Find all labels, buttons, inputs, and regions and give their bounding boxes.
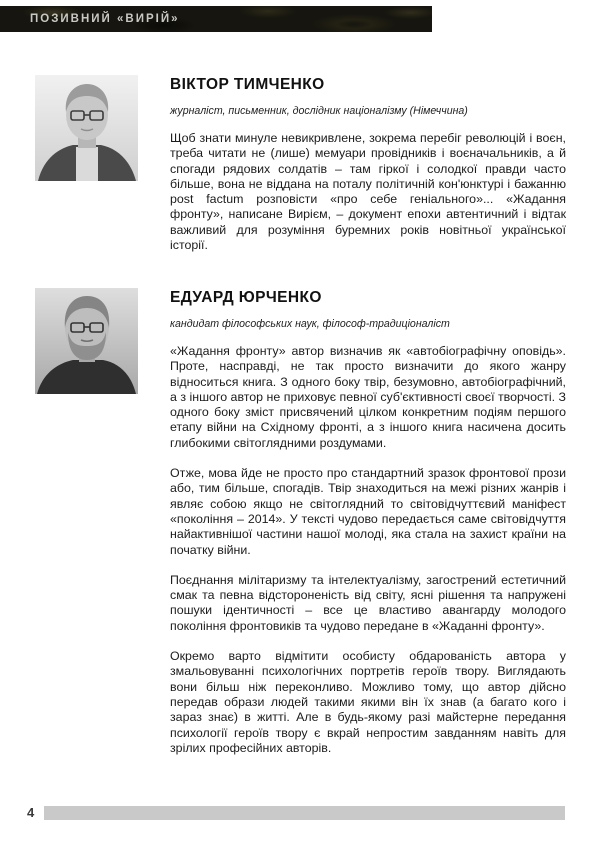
author-content (170, 286, 566, 756)
footer-rule-bar (44, 806, 565, 820)
author-name: ЕДУАРД ЮРЧЕНКО (170, 289, 322, 306)
paragraph: Отже, мова йде не просто про стандартний зразок фронтової прози або, тим більше, спогадів. Твір знаходиться на межі різних жанрів і являє собою якщо не світоглядний то світовідчуттєвий маніфест «покоління – 2014». У тексті чудово передається саме світовідчуття найактивнішої частини нашої молоді, яка стала на захист країни на початку війни. (170, 466, 566, 557)
header-title: ПОЗИВНИЙ «ВИРІЙ» (30, 13, 180, 25)
paragraph: «Жадання фронту» автор визначив як «автобіографічну оповідь». Проте, насправді, не так просто визначити до якого жанру відноситься книга. З одного боку твір, безумовно, автобіографічний, а з іншого автор не приховує певної суб'єктивності своєї творчості. З одного боку зміст присвячений цілком конкретним подіям першого етапу війни на Східному фронті, а з іншого книга насичена досить глибокими світоглядними роздумами. (170, 344, 566, 450)
portrait-man-glasses-image (35, 75, 138, 181)
page-header-camo-bar (0, 6, 432, 32)
author-section-tymchenko (35, 73, 566, 253)
paragraph: Щоб знати минуле невикривлене, зокрема перебіг революцій і воєн, треба читати не (лише) мемуари провідників і воєначальників, а й спогади рядових солдатів – там гіркої і солодкої правди часто більше, вона не віддана на поталу політичній кон'юнктурі і бажанню post factum розповісти «про себе геніального»... «Жадання фронту», написане Вирієм, – документ епохи автентичний і відтак важливий для розуміння буремних років новітньої української історії. (170, 131, 566, 253)
author-photo-tymchenko (35, 75, 138, 181)
author-role: кандидат філософських наук, філософ-традиціоналіст (170, 318, 450, 330)
paragraph: Окремо варто відмітити особисту обдарованість автора у змальовуванні психологічних портретів героїв твору. Виглядають вони більш ніж переконливо. Можливо тому, що автор дійсно передав образи людей такими якими він їх знав (а багато кого і зараз знає) в житті. Але в будь-якому разі майстерне передання психології героїв твору є вкрай непростим завданням навіть для зрілих професійних авторів. (170, 649, 566, 755)
author-name: ВІКТОР ТИМЧЕНКО (170, 76, 325, 93)
author-role: журналіст, письменник, дослідник націоналізму (Німеччина) (170, 105, 468, 117)
author-content (170, 73, 566, 253)
author-section-yurchenko (35, 286, 566, 756)
author-photo-yurchenko (35, 288, 138, 394)
paragraph: Поєднання мілітаризму та інтелектуалізму, загострений естетичний смак та певна відстороненість від світу, ясні рішення та напружені пошуки ідентичності – все це властиво авангарду молодого покоління фронтовиків та чудово передане в «Жаданні фронту». (170, 572, 566, 633)
page-number: 4 (27, 805, 35, 820)
portrait-man-beard-glasses-image (35, 288, 138, 394)
